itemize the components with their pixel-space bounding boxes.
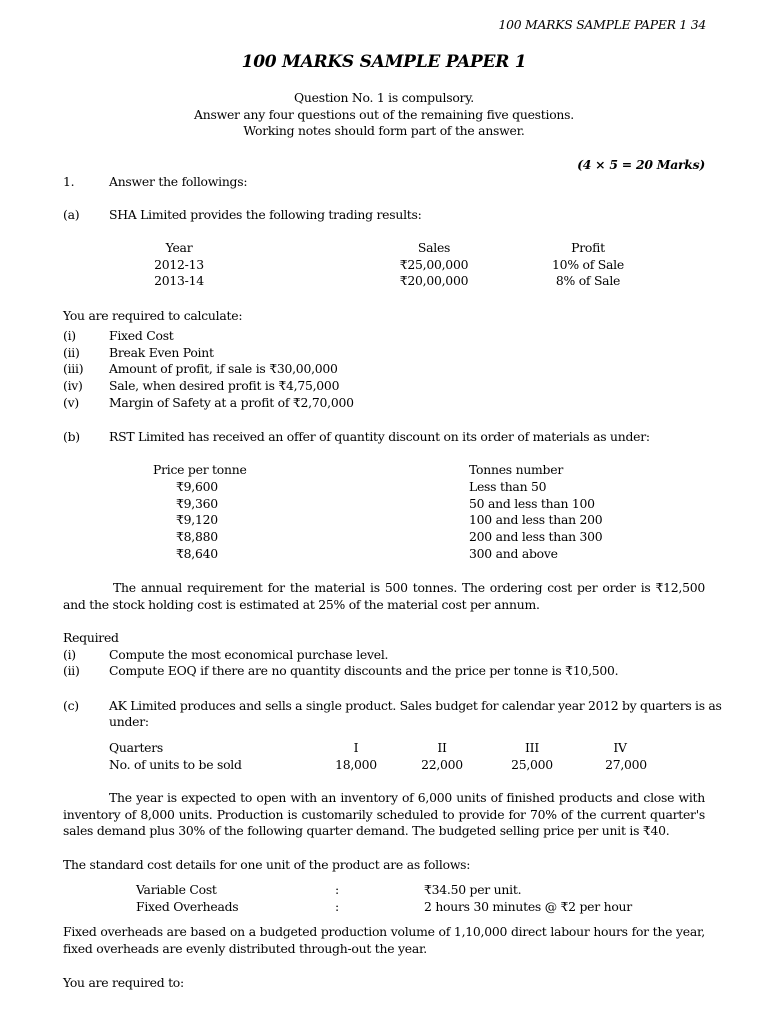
table-header: Quarters xyxy=(109,740,164,755)
table-header: III xyxy=(525,740,539,755)
table-header: Year xyxy=(165,240,193,255)
item-number: (ii) xyxy=(63,345,80,360)
table-cell: Fixed Overheads xyxy=(136,899,239,914)
table-cell: 300 and above xyxy=(469,546,558,561)
instruction-line: Answer any four questions out of the remaining five questions. xyxy=(194,107,574,122)
item-number: (v) xyxy=(63,395,79,410)
table-cell: ₹25,00,000 xyxy=(399,257,469,272)
table-cell: 100 and less than 200 xyxy=(469,512,603,527)
table-cell: 22,000 xyxy=(421,757,463,772)
table-cell: No. of units to be sold xyxy=(109,757,242,772)
instruction-line: Question No. 1 is compulsory. xyxy=(294,90,474,105)
table-header: II xyxy=(437,740,447,755)
part-b-paragraph xyxy=(63,580,705,613)
table-cell: Variable Cost xyxy=(136,882,217,897)
table-cell: 2013-14 xyxy=(154,273,204,288)
item-number: (i) xyxy=(63,328,76,343)
table-cell: 8% of Sale xyxy=(555,273,621,288)
table-header: Price per tonne xyxy=(153,462,247,477)
fixed-overheads-paragraph xyxy=(63,924,705,957)
marks-allocation: (4 × 5 = 20 Marks) xyxy=(577,157,705,172)
table-cell: 10% of Sale xyxy=(552,257,624,272)
table-cell: 2012-13 xyxy=(154,257,204,272)
table-cell: 27,000 xyxy=(605,757,647,772)
table-header: Sales xyxy=(417,240,451,255)
item-text: Sale, when desired profit is ₹4,75,000 xyxy=(109,378,340,393)
table-cell: : xyxy=(335,882,339,897)
table-header: Tonnes number xyxy=(469,462,563,477)
table-cell: ₹20,00,000 xyxy=(399,273,469,288)
required-heading: You are required to calculate: xyxy=(63,308,243,323)
part-b-label: (b) xyxy=(63,429,80,444)
table-cell: 18,000 xyxy=(335,757,377,772)
item-text: Amount of profit, if sale is ₹30,00,000 xyxy=(109,361,338,376)
item-number: (iii) xyxy=(63,361,84,376)
item-text: Break Even Point xyxy=(109,345,214,360)
item-text: Compute the most economical purchase level. xyxy=(109,647,389,662)
table-cell: ₹34.50 per unit. xyxy=(424,882,522,897)
table-cell: ₹8,880 xyxy=(176,529,218,544)
instruction-line: Working notes should form part of the answer. xyxy=(243,123,525,138)
table-cell: : xyxy=(335,899,339,914)
required-heading: You are required to: xyxy=(63,975,184,990)
item-number: (iv) xyxy=(63,378,83,393)
table-cell: 50 and less than 100 xyxy=(469,496,595,511)
table-cell: 200 and less than 300 xyxy=(469,529,603,544)
paragraph-text: Fixed overheads are based on a budgeted production volume of 1,10,000 direct labour hours for the year, fixed overheads are evenly distributed through-out the year. xyxy=(63,924,705,956)
table-header: I xyxy=(353,740,359,755)
table-header: IV xyxy=(613,740,627,755)
part-a-label: (a) xyxy=(63,207,80,222)
item-number: (i) xyxy=(63,647,76,662)
item-text: Compute EOQ if there are no quantity discounts and the price per tonne is ₹10,500. xyxy=(109,663,619,678)
standard-cost-intro: The standard cost details for one unit of the product are as follows: xyxy=(63,857,471,872)
paragraph-text: The year is expected to open with an inventory of 6,000 units of finished products and close with inventory of 8,000 units. Production is customarily scheduled to provide for 70% of the current quarter's sales demand plus 30% of the following quarter demand. The budgeted selling price per unit is ₹40. xyxy=(63,790,705,838)
part-a-intro: SHA Limited provides the following trading results: xyxy=(109,207,422,222)
part-c-label: (c) xyxy=(63,698,79,713)
question-number: 1. xyxy=(63,174,75,189)
part-c-intro: AK Limited produces and sells a single product. Sales budget for calendar year 2012 by quarters is as xyxy=(109,698,722,713)
required-heading: Required xyxy=(63,630,119,645)
paragraph-text: The annual requirement for the material is 500 tonnes. The ordering cost per order is ₹12,500 and the stock holding cost is estimated at 25% of the material cost per annum. xyxy=(63,580,705,612)
table-cell: ₹8,640 xyxy=(176,546,218,561)
table-cell: ₹9,360 xyxy=(176,496,218,511)
part-b-intro: RST Limited has received an offer of quantity discount on its order of materials as under: xyxy=(109,429,650,444)
item-text: Margin of Safety at a profit of ₹2,70,000 xyxy=(109,395,354,410)
running-head: 100 MARKS SAMPLE PAPER 1 34 xyxy=(498,17,706,32)
part-c-intro-cont: under: xyxy=(109,714,149,729)
table-cell: ₹9,120 xyxy=(176,512,218,527)
table-cell: 25,000 xyxy=(511,757,553,772)
table-header: Profit xyxy=(571,240,605,255)
item-number: (ii) xyxy=(63,663,80,678)
page-title: 100 MARKS SAMPLE PAPER 1 xyxy=(241,52,527,72)
item-text: Fixed Cost xyxy=(109,328,174,343)
part-c-paragraph xyxy=(63,790,705,840)
table-cell: 2 hours 30 minutes @ ₹2 per hour xyxy=(424,899,632,914)
question-text: Answer the followings: xyxy=(109,174,248,189)
table-cell: ₹9,600 xyxy=(176,479,218,494)
table-cell: Less than 50 xyxy=(469,479,547,494)
